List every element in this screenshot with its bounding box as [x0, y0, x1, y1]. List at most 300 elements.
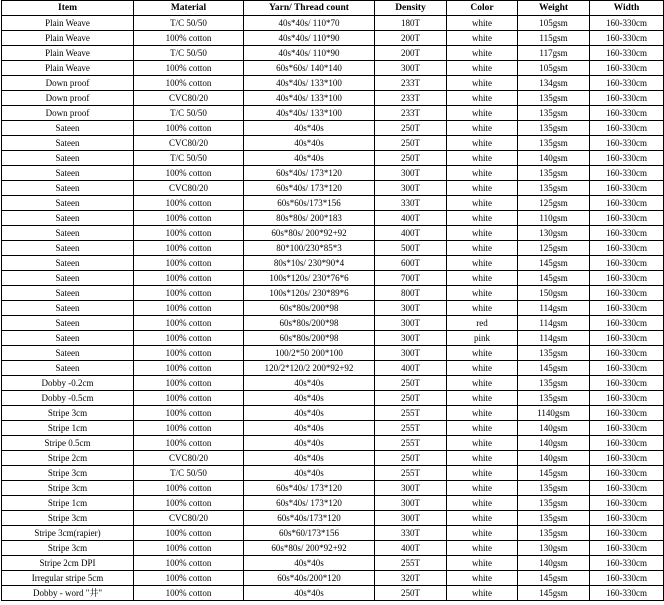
cell-weight: 135gsm	[518, 496, 590, 511]
cell-weight: 134gsm	[518, 76, 590, 91]
cell-weight: 135gsm	[518, 376, 590, 391]
cell-weight: 145gsm	[518, 466, 590, 481]
cell-yarn-thread-count: 100/2*50 200*100	[244, 346, 375, 361]
cell-density: 700T	[375, 271, 447, 286]
cell-width: 160-330cm	[590, 256, 664, 271]
header-weight: Weight	[518, 1, 590, 16]
cell-weight: 1140gsm	[518, 406, 590, 421]
cell-color: white	[447, 91, 518, 106]
cell-color: white	[447, 376, 518, 391]
cell-yarn-thread-count: 40s*40s/ 110*70	[244, 16, 375, 31]
cell-width: 160-330cm	[590, 241, 664, 256]
cell-color: white	[447, 16, 518, 31]
cell-material: 100% cotton	[134, 571, 244, 586]
cell-item: Sateen	[2, 241, 134, 256]
cell-width: 160-330cm	[590, 211, 664, 226]
cell-width: 160-330cm	[590, 106, 664, 121]
cell-color: white	[447, 256, 518, 271]
cell-width: 160-330cm	[590, 571, 664, 586]
table-row	[2, 31, 664, 46]
cell-density: 300T	[375, 331, 447, 346]
cell-material: 100% cotton	[134, 361, 244, 376]
cell-width: 160-330cm	[590, 151, 664, 166]
cell-material: CVC80/20	[134, 181, 244, 196]
header-density: Density	[375, 1, 447, 16]
cell-material: 100% cotton	[134, 241, 244, 256]
header-material: Material	[134, 1, 244, 16]
cell-density: 180T	[375, 16, 447, 31]
cell-density: 233T	[375, 91, 447, 106]
table-row	[2, 526, 664, 541]
table-body	[2, 16, 664, 601]
cell-weight: 130gsm	[518, 226, 590, 241]
table-row	[2, 376, 664, 391]
cell-yarn-thread-count: 60s*40s/173*120	[244, 511, 375, 526]
cell-color: white	[447, 301, 518, 316]
cell-material: 100% cotton	[134, 316, 244, 331]
cell-weight: 105gsm	[518, 16, 590, 31]
table-row	[2, 136, 664, 151]
cell-yarn-thread-count: 60s*80s/200*98	[244, 301, 375, 316]
cell-item: Down proof	[2, 91, 134, 106]
header-yarn-thread-count: Yarn/ Thread count	[244, 1, 375, 16]
cell-density: 233T	[375, 106, 447, 121]
cell-yarn-thread-count: 60s*40s/200*120	[244, 571, 375, 586]
cell-material: 100% cotton	[134, 226, 244, 241]
cell-item: Down proof	[2, 106, 134, 121]
cell-density: 250T	[375, 376, 447, 391]
table-row	[2, 196, 664, 211]
cell-width: 160-330cm	[590, 511, 664, 526]
cell-material: 100% cotton	[134, 211, 244, 226]
cell-item: Sateen	[2, 196, 134, 211]
cell-color: white	[447, 211, 518, 226]
cell-material: 100% cotton	[134, 286, 244, 301]
cell-item: Stripe 2cm DPI	[2, 556, 134, 571]
cell-material: CVC80/20	[134, 91, 244, 106]
cell-width: 160-330cm	[590, 196, 664, 211]
cell-width: 160-330cm	[590, 166, 664, 181]
cell-density: 200T	[375, 46, 447, 61]
cell-density: 400T	[375, 211, 447, 226]
header-color: Color	[447, 1, 518, 16]
cell-item: Stripe 1cm	[2, 496, 134, 511]
table-row	[2, 91, 664, 106]
header-item: Item	[2, 1, 134, 16]
cell-color: white	[447, 406, 518, 421]
cell-material: 100% cotton	[134, 166, 244, 181]
cell-yarn-thread-count: 60s*60/173*156	[244, 526, 375, 541]
cell-color: white	[447, 346, 518, 361]
cell-weight: 110gsm	[518, 211, 590, 226]
cell-width: 160-330cm	[590, 406, 664, 421]
table-row	[2, 391, 664, 406]
table-row	[2, 421, 664, 436]
cell-density: 233T	[375, 76, 447, 91]
table-row	[2, 406, 664, 421]
cell-material: 100% cotton	[134, 541, 244, 556]
cell-yarn-thread-count: 60s*80s/ 200*92+92	[244, 541, 375, 556]
cell-width: 160-330cm	[590, 286, 664, 301]
cell-color: white	[447, 511, 518, 526]
cell-density: 500T	[375, 241, 447, 256]
table-row	[2, 571, 664, 586]
cell-yarn-thread-count: 40s*40s	[244, 451, 375, 466]
table-row	[2, 61, 664, 76]
cell-color: white	[447, 226, 518, 241]
cell-yarn-thread-count: 40s*40s/ 110*90	[244, 31, 375, 46]
table-row	[2, 106, 664, 121]
cell-yarn-thread-count: 60s*60s/173*156	[244, 196, 375, 211]
cell-yarn-thread-count: 40s*40s	[244, 406, 375, 421]
cell-color: white	[447, 151, 518, 166]
cell-color: white	[447, 481, 518, 496]
table-row	[2, 436, 664, 451]
cell-density: 300T	[375, 496, 447, 511]
cell-yarn-thread-count: 60s*40s/ 173*120	[244, 481, 375, 496]
cell-density: 300T	[375, 301, 447, 316]
cell-density: 255T	[375, 466, 447, 481]
cell-weight: 114gsm	[518, 316, 590, 331]
cell-item: Sateen	[2, 331, 134, 346]
cell-weight: 145gsm	[518, 271, 590, 286]
header-width: Width	[590, 1, 664, 16]
cell-yarn-thread-count: 60s*60s/ 140*140	[244, 61, 375, 76]
cell-width: 160-330cm	[590, 31, 664, 46]
cell-density: 255T	[375, 436, 447, 451]
cell-item: Stripe 3cm(rapier)	[2, 526, 134, 541]
cell-color: white	[447, 166, 518, 181]
cell-width: 160-330cm	[590, 46, 664, 61]
cell-item: Stripe 3cm	[2, 541, 134, 556]
cell-yarn-thread-count: 40s*40s/ 133*100	[244, 76, 375, 91]
cell-item: Sateen	[2, 121, 134, 136]
cell-material: 100% cotton	[134, 196, 244, 211]
cell-material: 100% cotton	[134, 391, 244, 406]
cell-material: 100% cotton	[134, 301, 244, 316]
cell-weight: 140gsm	[518, 451, 590, 466]
cell-width: 160-330cm	[590, 496, 664, 511]
cell-weight: 140gsm	[518, 421, 590, 436]
cell-yarn-thread-count: 60s*80s/200*98	[244, 331, 375, 346]
cell-weight: 140gsm	[518, 151, 590, 166]
cell-width: 160-330cm	[590, 226, 664, 241]
cell-density: 250T	[375, 586, 447, 601]
cell-material: CVC80/20	[134, 136, 244, 151]
cell-yarn-thread-count: 120/2*120/2 200*92+92	[244, 361, 375, 376]
cell-color: white	[447, 241, 518, 256]
cell-weight: 145gsm	[518, 361, 590, 376]
cell-weight: 135gsm	[518, 181, 590, 196]
cell-yarn-thread-count: 80s*80s/ 200*183	[244, 211, 375, 226]
cell-material: T/C 50/50	[134, 16, 244, 31]
cell-color: white	[447, 451, 518, 466]
cell-item: Sateen	[2, 286, 134, 301]
cell-density: 300T	[375, 511, 447, 526]
cell-color: white	[447, 466, 518, 481]
cell-density: 300T	[375, 346, 447, 361]
cell-item: Sateen	[2, 271, 134, 286]
table-row	[2, 301, 664, 316]
cell-item: Sateen	[2, 151, 134, 166]
cell-item: Plain Weave	[2, 16, 134, 31]
table-row	[2, 346, 664, 361]
cell-density: 330T	[375, 196, 447, 211]
cell-width: 160-330cm	[590, 121, 664, 136]
cell-item: Down proof	[2, 76, 134, 91]
cell-material: 100% cotton	[134, 586, 244, 601]
cell-item: Stripe 0.5cm	[2, 436, 134, 451]
cell-width: 160-330cm	[590, 361, 664, 376]
cell-density: 250T	[375, 121, 447, 136]
cell-item: Sateen	[2, 316, 134, 331]
cell-material: CVC80/20	[134, 451, 244, 466]
cell-material: 100% cotton	[134, 256, 244, 271]
cell-material: 100% cotton	[134, 526, 244, 541]
cell-width: 160-330cm	[590, 301, 664, 316]
cell-color: red	[447, 316, 518, 331]
fabric-spec-table	[1, 0, 664, 601]
cell-density: 250T	[375, 451, 447, 466]
cell-color: white	[447, 556, 518, 571]
table-row	[2, 226, 664, 241]
cell-item: Irregular stripe 5cm	[2, 571, 134, 586]
cell-width: 160-330cm	[590, 436, 664, 451]
cell-density: 250T	[375, 391, 447, 406]
cell-item: Dobby - word "井"	[2, 586, 134, 601]
cell-width: 160-330cm	[590, 541, 664, 556]
cell-density: 600T	[375, 256, 447, 271]
cell-weight: 135gsm	[518, 481, 590, 496]
cell-weight: 140gsm	[518, 436, 590, 451]
cell-material: T/C 50/50	[134, 151, 244, 166]
cell-item: Stripe 3cm	[2, 406, 134, 421]
cell-item: Sateen	[2, 211, 134, 226]
cell-weight: 145gsm	[518, 256, 590, 271]
table-row	[2, 181, 664, 196]
cell-yarn-thread-count: 40s*40s	[244, 136, 375, 151]
cell-weight: 135gsm	[518, 121, 590, 136]
cell-yarn-thread-count: 40s*40s	[244, 421, 375, 436]
cell-weight: 135gsm	[518, 346, 590, 361]
cell-item: Plain Weave	[2, 46, 134, 61]
cell-material: CVC80/20	[134, 511, 244, 526]
cell-yarn-thread-count: 40s*40s	[244, 151, 375, 166]
cell-density: 200T	[375, 31, 447, 46]
table-row	[2, 256, 664, 271]
cell-weight: 125gsm	[518, 241, 590, 256]
cell-item: Stripe 3cm	[2, 481, 134, 496]
table-row	[2, 271, 664, 286]
cell-width: 160-330cm	[590, 376, 664, 391]
cell-yarn-thread-count: 60s*80s/200*98	[244, 316, 375, 331]
cell-material: 100% cotton	[134, 31, 244, 46]
cell-width: 160-330cm	[590, 451, 664, 466]
cell-color: white	[447, 121, 518, 136]
cell-color: white	[447, 31, 518, 46]
cell-density: 400T	[375, 361, 447, 376]
table-row	[2, 46, 664, 61]
cell-width: 160-330cm	[590, 181, 664, 196]
cell-color: white	[447, 76, 518, 91]
cell-material: 100% cotton	[134, 346, 244, 361]
cell-yarn-thread-count: 40s*40s	[244, 391, 375, 406]
cell-width: 160-330cm	[590, 391, 664, 406]
cell-material: T/C 50/50	[134, 46, 244, 61]
cell-item: Sateen	[2, 136, 134, 151]
cell-yarn-thread-count: 40s*40s	[244, 376, 375, 391]
cell-width: 160-330cm	[590, 586, 664, 601]
cell-weight: 135gsm	[518, 166, 590, 181]
cell-density: 255T	[375, 556, 447, 571]
cell-color: white	[447, 271, 518, 286]
cell-yarn-thread-count: 40s*40s	[244, 436, 375, 451]
cell-weight: 135gsm	[518, 106, 590, 121]
cell-weight: 130gsm	[518, 541, 590, 556]
cell-material: T/C 50/50	[134, 466, 244, 481]
cell-weight: 135gsm	[518, 511, 590, 526]
cell-weight: 117gsm	[518, 46, 590, 61]
table-row	[2, 121, 664, 136]
cell-width: 160-330cm	[590, 481, 664, 496]
cell-weight: 135gsm	[518, 136, 590, 151]
cell-weight: 135gsm	[518, 526, 590, 541]
cell-weight: 105gsm	[518, 61, 590, 76]
cell-weight: 140gsm	[518, 556, 590, 571]
cell-yarn-thread-count: 40s*40s	[244, 556, 375, 571]
cell-width: 160-330cm	[590, 91, 664, 106]
cell-density: 800T	[375, 286, 447, 301]
cell-width: 160-330cm	[590, 76, 664, 91]
cell-item: Dobby -0.5cm	[2, 391, 134, 406]
cell-item: Sateen	[2, 166, 134, 181]
cell-material: 100% cotton	[134, 481, 244, 496]
cell-density: 300T	[375, 181, 447, 196]
cell-density: 255T	[375, 406, 447, 421]
cell-width: 160-330cm	[590, 346, 664, 361]
cell-yarn-thread-count: 40s*40s	[244, 466, 375, 481]
cell-density: 250T	[375, 151, 447, 166]
cell-color: white	[447, 106, 518, 121]
cell-width: 160-330cm	[590, 271, 664, 286]
cell-material: 100% cotton	[134, 271, 244, 286]
cell-weight: 115gsm	[518, 31, 590, 46]
cell-color: white	[447, 526, 518, 541]
cell-color: white	[447, 136, 518, 151]
cell-material: 100% cotton	[134, 556, 244, 571]
cell-material: 100% cotton	[134, 406, 244, 421]
cell-width: 160-330cm	[590, 556, 664, 571]
cell-color: white	[447, 496, 518, 511]
cell-item: Sateen	[2, 181, 134, 196]
table-row	[2, 556, 664, 571]
cell-density: 250T	[375, 136, 447, 151]
cell-yarn-thread-count: 40s*40s	[244, 121, 375, 136]
cell-yarn-thread-count: 40s*40s/ 133*100	[244, 91, 375, 106]
cell-yarn-thread-count: 80s*10s/ 230*90*4	[244, 256, 375, 271]
cell-color: white	[447, 361, 518, 376]
cell-item: Sateen	[2, 346, 134, 361]
cell-material: 100% cotton	[134, 61, 244, 76]
cell-material: 100% cotton	[134, 121, 244, 136]
cell-width: 160-330cm	[590, 316, 664, 331]
cell-color: white	[447, 541, 518, 556]
cell-material: 100% cotton	[134, 496, 244, 511]
cell-yarn-thread-count: 40s*40s/ 133*100	[244, 106, 375, 121]
cell-density: 255T	[375, 421, 447, 436]
cell-material: 100% cotton	[134, 331, 244, 346]
table-row	[2, 361, 664, 376]
cell-color: white	[447, 286, 518, 301]
cell-item: Sateen	[2, 361, 134, 376]
table-row	[2, 16, 664, 31]
table-row	[2, 541, 664, 556]
cell-color: white	[447, 571, 518, 586]
cell-material: 100% cotton	[134, 76, 244, 91]
table-row	[2, 451, 664, 466]
table-row	[2, 286, 664, 301]
table-row	[2, 151, 664, 166]
cell-density: 320T	[375, 571, 447, 586]
cell-yarn-thread-count: 60s*40s/ 173*120	[244, 181, 375, 196]
cell-yarn-thread-count: 100s*120s/ 230*89*6	[244, 286, 375, 301]
cell-density: 330T	[375, 526, 447, 541]
table-row	[2, 331, 664, 346]
cell-item: Stripe 1cm	[2, 421, 134, 436]
table-row	[2, 511, 664, 526]
cell-item: Sateen	[2, 301, 134, 316]
cell-weight: 145gsm	[518, 571, 590, 586]
table-row	[2, 586, 664, 601]
table-row	[2, 316, 664, 331]
table-row	[2, 481, 664, 496]
cell-color: white	[447, 436, 518, 451]
cell-item: Dobby -0.2cm	[2, 376, 134, 391]
cell-material: T/C 50/50	[134, 106, 244, 121]
cell-weight: 150gsm	[518, 286, 590, 301]
table-row	[2, 466, 664, 481]
cell-density: 300T	[375, 61, 447, 76]
cell-item: Stripe 3cm	[2, 466, 134, 481]
cell-yarn-thread-count: 100s*120s/ 230*76*6	[244, 271, 375, 286]
table-row	[2, 211, 664, 226]
table-row	[2, 76, 664, 91]
header-row	[2, 1, 664, 16]
cell-item: Stripe 2cm	[2, 451, 134, 466]
cell-color: pink	[447, 331, 518, 346]
cell-width: 160-330cm	[590, 421, 664, 436]
cell-density: 400T	[375, 226, 447, 241]
cell-width: 160-330cm	[590, 61, 664, 76]
cell-color: white	[447, 391, 518, 406]
cell-color: white	[447, 196, 518, 211]
cell-weight: 135gsm	[518, 391, 590, 406]
cell-width: 160-330cm	[590, 526, 664, 541]
table-row	[2, 166, 664, 181]
cell-density: 300T	[375, 316, 447, 331]
cell-width: 160-330cm	[590, 331, 664, 346]
cell-yarn-thread-count: 60s*80s/ 200*92+92	[244, 226, 375, 241]
cell-item: Stripe 3cm	[2, 511, 134, 526]
cell-item: Sateen	[2, 256, 134, 271]
cell-width: 160-330cm	[590, 16, 664, 31]
cell-material: 100% cotton	[134, 421, 244, 436]
cell-yarn-thread-count: 60s*40s/ 173*120	[244, 166, 375, 181]
cell-color: white	[447, 421, 518, 436]
cell-color: white	[447, 586, 518, 601]
cell-density: 300T	[375, 166, 447, 181]
cell-color: white	[447, 46, 518, 61]
